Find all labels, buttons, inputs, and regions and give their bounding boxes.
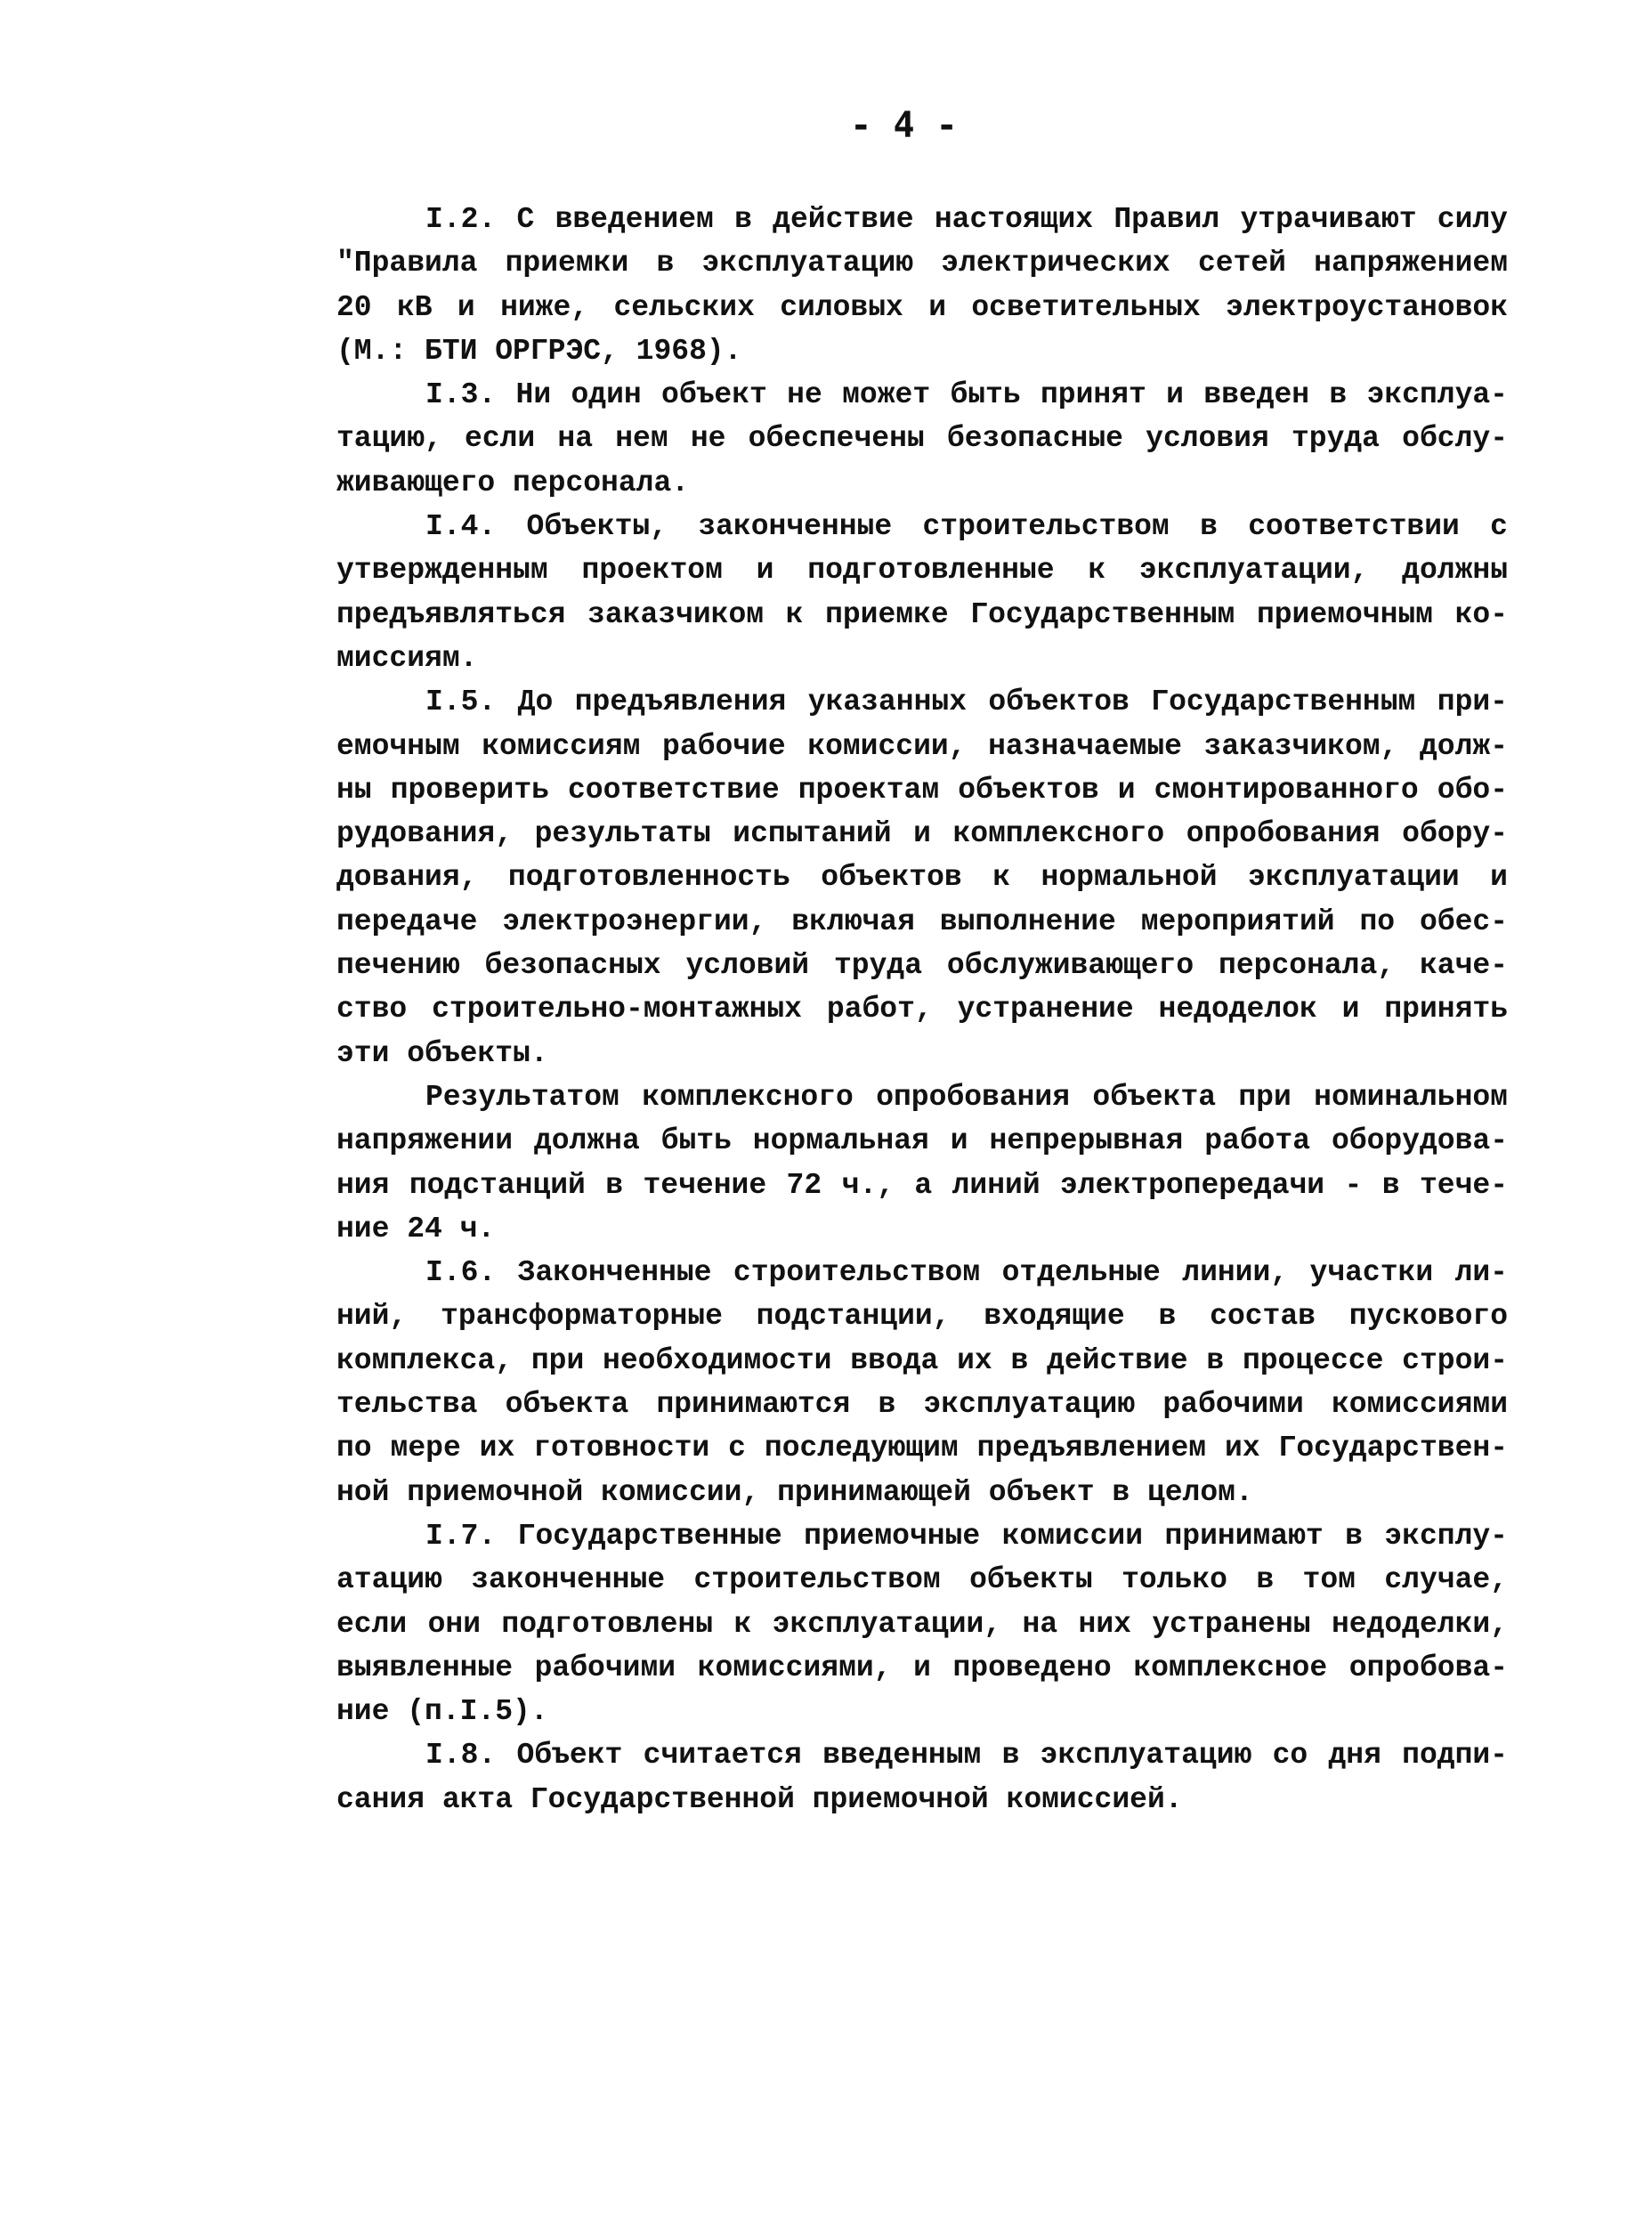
text-line: рудования, результаты испытаний и комплексного опробования обору- [336,817,1508,851]
body-text [336,198,1508,1821]
text-line: передаче электроэнергии, включая выполнение мероприятий по обес- [336,905,1508,938]
text-line: комплекса, при необходимости ввода их в действие в процессе строи- [336,1343,1508,1377]
text-line: ния подстанций в течение 72 ч., а линий электропередачи - в тече- [336,1168,1508,1202]
text-line: если они подготовлены к эксплуатации, на них устранены недоделки, [336,1607,1508,1641]
text-line: сания акта Государственной приемочной комиссией. [336,1782,1183,1816]
text-line: "Правила приемки в эксплуатацию электрических сетей напряжением [336,247,1508,280]
text-line: ний, трансформаторные подстанции, входящие в состав пускового [336,1300,1508,1334]
page-number: - 4 - [850,105,958,146]
text-line: ны проверить соответствие проектам объектов и смонтированного обо- [336,773,1508,807]
text-line: ство строительно-монтажных работ, устранение недоделок и принять [336,993,1508,1026]
text-line: дования, подготовленность объектов к нормальной эксплуатации и [336,861,1508,895]
text-line: 20 кВ и ниже, сельских силовых и осветительных электроустановок [336,290,1508,324]
text-line: утвержденным проектом и подготовленные к эксплуатации, должны [336,554,1508,588]
text-line: ние 24 ч. [336,1212,496,1245]
text-line: эти объекты. [336,1036,548,1070]
text-line: I.3. Ни один объект не может быть принят и введен в эксплуа- [425,378,1508,412]
text-line: емочным комиссиям рабочие комиссии, назначаемые заказчиком, долж- [336,729,1508,763]
text-line: I.8. Объект считается введенным в эксплуатацию со дня подпи- [425,1739,1508,1773]
text-line: атацию законченные строительством объекты только в том случае, [336,1563,1508,1597]
text-line: предъявляться заказчиком к приемке Государственным приемочным ко- [336,597,1508,631]
text-line: I.4. Объекты, законченные строительством в соответствии с [425,510,1508,544]
text-line: (М.: БТИ ОРГРЭС, 1968). [336,334,742,368]
text-line: I.7. Государственные приемочные комиссии принимают в эксплу- [425,1519,1508,1553]
text-line: I.5. До предъявления указанных объектов Государственным при- [425,685,1508,719]
text-line: выявленные рабочими комиссиями, и проведено комплексное опробова- [336,1651,1508,1684]
text-line: I.6. Законченные строительством отдельные линии, участки ли- [425,1256,1508,1290]
text-line: живающего персонала. [336,466,690,499]
text-line: тельства объекта принимаются в эксплуатацию рабочими комиссиями [336,1388,1508,1422]
text-line: напряжении должна быть нормальная и непрерывная работа оборудова- [336,1124,1508,1158]
text-line: Результатом комплексного опробования объекта при номинальном [425,1080,1508,1114]
text-line: миссиям. [336,641,478,675]
text-line: ной приемочной комиссии, принимающей объект в целом. [336,1475,1253,1509]
text-line: ние (п.I.5). [336,1695,548,1729]
text-line: тацию, если на нем не обеспечены безопасные условия труда обслу- [336,422,1508,456]
text-line: по мере их готовности с последующим предъявлением их Государствен- [336,1432,1508,1465]
text-line: печению безопасных условий труда обслуживающего персонала, каче- [336,949,1508,983]
text-line: I.2. С введением в действие настоящих Правил утрачивают силу [425,203,1508,236]
